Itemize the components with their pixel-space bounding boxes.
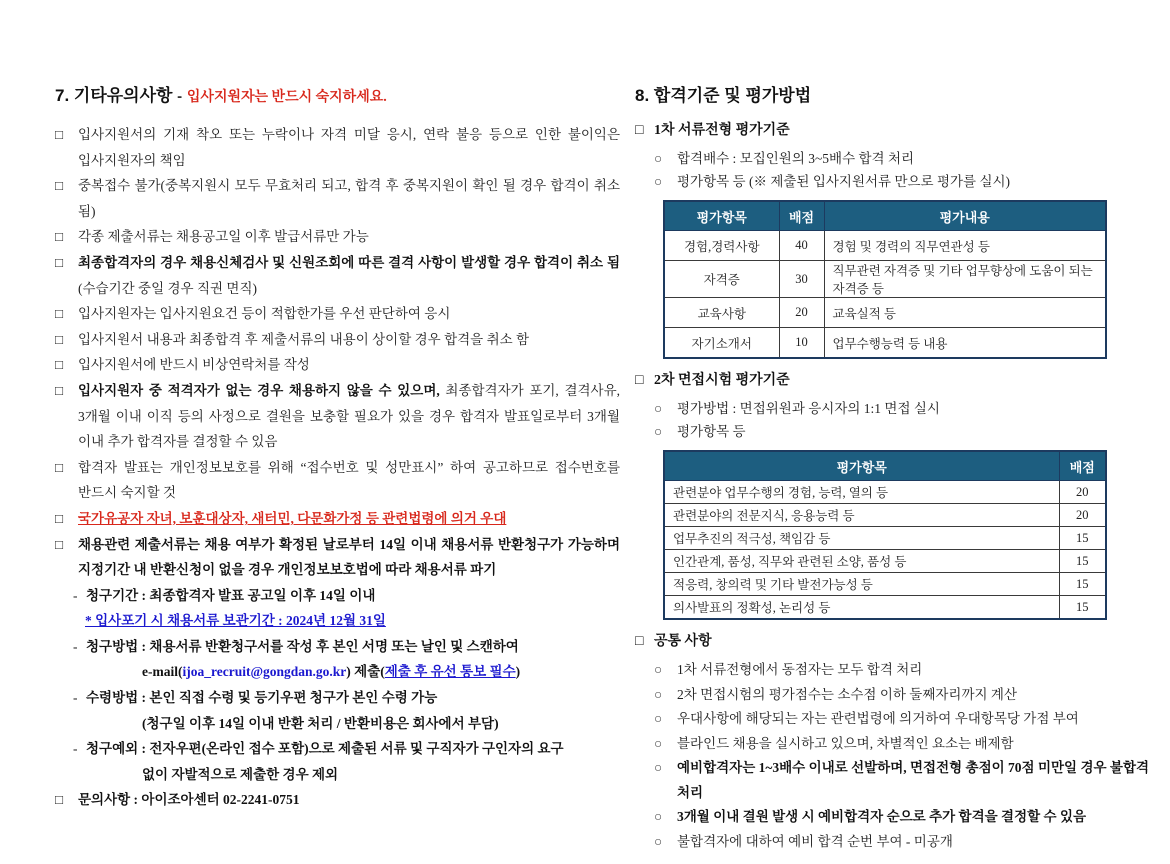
column-header: 배점 [1059, 451, 1106, 481]
text-segment: 합격배수 : 모집인원의 3~5배수 합격 처리 [677, 151, 915, 166]
checkbox-icon: □ [55, 459, 64, 475]
subsection-title: 1차 서류전형 평가기준 [654, 123, 790, 138]
text-segment: 2차 면접시험의 평가점수는 소수점 이하 둘째자리까지 계산 [677, 686, 1017, 702]
bullet-text [677, 170, 1155, 193]
section-7-title [55, 85, 620, 109]
criteria-bullet [635, 147, 1155, 170]
notice-item [55, 173, 620, 224]
table-cell: 자기소개서 [664, 328, 779, 359]
table-row [664, 261, 1106, 298]
section-7-heading: 7. 기타유의사항 [55, 86, 173, 105]
table-cell: 직무관련 자격증 및 기타 업무향상에 도움이 되는 자격증 등 [824, 261, 1106, 298]
table-cell: 인간관계, 품성, 직무와 관련된 소양, 품성 등 [664, 550, 1059, 573]
section-other-notes [55, 85, 620, 813]
bullet-text [677, 683, 1155, 708]
text-segment: 입사지원자는 입사지원요건 등이 적합한가를 우선 판단하여 응시 [78, 306, 451, 322]
notice-item [55, 659, 620, 685]
table-cell: 40 [779, 231, 824, 261]
subsection-title: 2차 면접시험 평가기준 [654, 373, 790, 388]
criteria-bullet [635, 658, 1155, 683]
table-cell: 관련분야의 전문지식, 응용능력 등 [664, 504, 1059, 527]
email-address: ijoa_recruit@gongdan.go.kr [182, 664, 347, 680]
checkbox-icon: □ [635, 634, 644, 649]
criteria-bullet [635, 756, 1155, 805]
criteria-bullet [635, 830, 1155, 855]
checkbox-icon: □ [55, 510, 64, 526]
table-cell: 20 [1059, 481, 1106, 504]
notice-item [55, 224, 620, 250]
section-8-title: 8. 합격기준 및 평가방법 [635, 86, 812, 105]
notice-item [55, 301, 620, 327]
notice-text [78, 173, 620, 224]
criteria-bullet [635, 170, 1155, 193]
notice-text [78, 224, 620, 250]
dash-bullet: - [73, 741, 78, 757]
notice-text [142, 762, 620, 788]
section-7-warning: 입사지원자는 반드시 숙지하세요. [186, 90, 387, 105]
dash-bullet: - [73, 690, 78, 706]
notice-item [55, 634, 620, 660]
notice-text [142, 711, 620, 737]
table-cell: 15 [1059, 596, 1106, 620]
circle-bullet-icon: ○ [654, 833, 663, 849]
bullet-text [677, 732, 1155, 757]
table-header-row [664, 201, 1106, 231]
notice-item [55, 327, 620, 353]
checkbox-icon: □ [55, 254, 64, 270]
table-cell: 20 [1059, 504, 1106, 527]
notice-text [85, 608, 620, 634]
notice-item [55, 506, 620, 532]
text-segment: 평가항목 등 (※ 제출된 입사지원서류 만으로 평가를 실시) [677, 174, 1011, 189]
notice-text [78, 122, 620, 173]
text-segment: 입사지원서 내용과 최종합격 후 제출서류의 내용이 상이할 경우 합격을 취소 함 [78, 331, 530, 347]
text-segment: 예비합격자는 1~3배수 이내로 선발하며, 면접전형 총점이 70점 미만일 경우 불합격 처리 [677, 760, 1150, 800]
text-segment: 우대사항에 해당되는 자는 관련법령에 의거하여 우대항목당 가점 부여 [677, 711, 1079, 726]
checkbox-icon: □ [55, 792, 64, 808]
notice-item [55, 608, 620, 634]
table-row [664, 481, 1106, 504]
notice-item [55, 250, 620, 301]
table-header-row [664, 451, 1106, 481]
table-cell: 자격증 [664, 261, 779, 298]
circle-bullet-icon: ○ [654, 809, 663, 824]
text-segment: (수습기간 중일 경우 직권 면직) [78, 280, 257, 296]
table-cell: 20 [779, 298, 824, 328]
notice-text [78, 455, 620, 506]
table-row [664, 231, 1106, 261]
notice-item [55, 736, 620, 762]
text-segment: 없이 자발적으로 제출한 경우 제외 [142, 766, 339, 782]
checkbox-icon: □ [55, 178, 64, 194]
table-cell: 15 [1059, 550, 1106, 573]
notice-text [86, 685, 620, 711]
bullet-text [677, 658, 1155, 683]
text-segment: 국가유공자 자녀, 보훈대상자, 새터민, 다문화가정 등 관련법령에 의거 우대 [78, 510, 507, 526]
criteria-section [635, 120, 1155, 359]
criteria-bullet [635, 732, 1155, 757]
table-row [664, 596, 1106, 620]
evaluation-table [663, 450, 1107, 620]
checkbox-icon: □ [635, 123, 644, 138]
subsection-heading [635, 120, 1155, 142]
table-cell: 경험 및 경력의 직무연관성 등 [824, 231, 1106, 261]
notice-text [78, 506, 620, 532]
table-cell: 교육사항 [664, 298, 779, 328]
text-segment: 청구방법 : 채용서류 반환청구서를 작성 후 본인 서명 또는 날인 및 스캔하여 [86, 638, 519, 654]
circle-bullet-icon: ○ [654, 711, 663, 726]
table-cell: 15 [1059, 573, 1106, 596]
circle-bullet-icon: ○ [654, 662, 663, 677]
dash-bullet: - [73, 587, 78, 603]
table-row [664, 573, 1106, 596]
checkbox-icon: □ [55, 382, 64, 398]
criteria-bullet [635, 420, 1155, 443]
subsection-heading [635, 370, 1155, 392]
text-segment: 중복접수 불가(중복지원시 모두 무효처리 되고, 합격 후 중복지원이 확인 될 경우 합격이 취소 됨) [78, 178, 620, 219]
circle-bullet-icon: ○ [654, 174, 663, 189]
notice-text [78, 787, 620, 813]
table-cell: 적응력, 창의력 및 기타 발전가능성 등 [664, 573, 1059, 596]
table-row [664, 298, 1106, 328]
criteria-sections [635, 120, 1155, 854]
notice-text [78, 532, 620, 583]
notice-text [78, 352, 620, 378]
bullet-text [677, 397, 1155, 420]
text-segment: 제출 후 유선 통보 필수 [384, 664, 516, 680]
notice-item [55, 378, 620, 455]
table-row [664, 550, 1106, 573]
notice-item [55, 711, 620, 737]
circle-bullet-icon: ○ [654, 401, 663, 416]
dash-bullet: - [73, 638, 78, 654]
text-segment: 블라인드 채용을 실시하고 있으며, 차별적인 요소는 배제함 [677, 735, 1014, 751]
circle-bullet-icon: ○ [654, 151, 663, 166]
title-separator: - [177, 88, 183, 105]
text-segment: 1차 서류전형에서 동점자는 모두 합격 처리 [677, 662, 923, 677]
bullet-text [677, 707, 1155, 732]
column-header: 배점 [779, 201, 824, 231]
text-segment: 평가항목 등 [677, 424, 746, 439]
checkbox-icon: □ [55, 229, 64, 245]
table-cell: 업무추진의 적극성, 책임감 등 [664, 527, 1059, 550]
text-segment: 최종합격자의 경우 채용신체검사 및 신원조회에 따른 결격 사항이 발생할 경우 합격이 취소 됨 [78, 254, 620, 270]
checkbox-icon: □ [55, 536, 64, 552]
table-cell: 교육실적 등 [824, 298, 1106, 328]
text-segment: 문의사항 : 아이조아센터 02-2241-0751 [78, 792, 300, 808]
criteria-section [635, 631, 1155, 854]
checkbox-icon: □ [635, 373, 644, 388]
notice-item [55, 583, 620, 609]
text-segment: * 입사포기 시 채용서류 보관기간 : 2024년 12월 31일 [85, 613, 386, 629]
notice-text [86, 583, 620, 609]
section-pass-criteria [635, 85, 1155, 864]
table-cell: 경험,경력사항 [664, 231, 779, 261]
column-header: 평가항목 [664, 201, 779, 231]
notice-text [78, 250, 620, 301]
checkbox-icon: □ [55, 306, 64, 322]
table-cell: 업무수행능력 등 내용 [824, 328, 1106, 359]
text-segment: 평가방법 : 면접위원과 응시자의 1:1 면접 실시 [677, 401, 940, 416]
notice-text [78, 327, 620, 353]
table-cell: 관련분야 업무수행의 경험, 능력, 열의 등 [664, 481, 1059, 504]
table-cell: 10 [779, 328, 824, 359]
checkbox-icon: □ [55, 357, 64, 373]
notice-text [86, 634, 620, 660]
bullet-text [677, 147, 1155, 170]
notice-item [55, 122, 620, 173]
notes-list [55, 122, 620, 813]
text-segment: 각종 제출서류는 채용공고일 이후 발급서류만 가능 [78, 229, 369, 245]
text-segment: 입사지원서에 반드시 비상연락처를 작성 [78, 357, 310, 373]
circle-bullet-icon: ○ [654, 760, 663, 775]
notice-text [142, 659, 620, 685]
evaluation-table [663, 200, 1107, 359]
column-header: 평가내용 [824, 201, 1106, 231]
text-segment: ) 제출( [346, 664, 385, 680]
bullet-text [677, 805, 1155, 830]
text-segment: 청구예외 : 전자우편(온라인 접수 포함)으로 제출된 서류 및 구직자가 구인자의 요구 [86, 741, 564, 757]
criteria-bullet [635, 683, 1155, 708]
text-segment: (청구일 이후 14일 이내 반환 처리 / 반환비용은 회사에서 부담) [142, 715, 499, 731]
text-segment: e-mail( [142, 664, 183, 680]
criteria-bullet [635, 707, 1155, 732]
text-segment: 3개월 이내 결원 발생 시 예비합격자 순으로 추가 합격을 결정할 수 있음 [677, 809, 1087, 824]
notice-item [55, 455, 620, 506]
text-segment: ) [515, 664, 521, 680]
circle-bullet-icon: ○ [654, 735, 663, 751]
text-segment: 수령방법 : 본인 직접 수령 및 등기우편 청구가 본인 수령 가능 [86, 690, 438, 706]
table-cell: 의사발표의 정확성, 논리성 등 [664, 596, 1059, 620]
text-segment: 채용관련 제출서류는 채용 여부가 확정된 날로부터 14일 이내 채용서류 반환청구가 가능하며 지정기간 내 반환신청이 없을 경우 개인정보보호법에 따라 채용서류 파기 [78, 536, 620, 578]
table-row [664, 328, 1106, 359]
bullet-text [677, 420, 1155, 443]
bullet-text [677, 830, 1155, 855]
checkbox-icon: □ [55, 331, 64, 347]
notice-item [55, 787, 620, 813]
text-segment: 청구기간 : 최종합격자 발표 공고일 이후 14일 이내 [86, 587, 376, 603]
text-segment: 최종합격자가 포기, 결격사유, 3개월 이내 이직 등의 사정으로 결원을 보충할 필요가 있을 경우 합격자 발표일로부터 3개월 이내 추가 합격자를 결정할 수 있음 [78, 382, 620, 450]
criteria-bullet [635, 805, 1155, 830]
circle-bullet-icon: ○ [654, 686, 663, 702]
text-segment: 합격자 발표는 개인정보보호를 위해 “접수번호 및 성만표시” 하여 공고하므로 접수번호를 반드시 숙지할 것 [78, 459, 620, 501]
notice-text [78, 301, 620, 327]
table-cell: 15 [1059, 527, 1106, 550]
criteria-section [635, 370, 1155, 620]
table-cell: 30 [779, 261, 824, 298]
text-segment: 불합격자에 대하여 예비 합격 순번 부여 - 미공개 [677, 833, 953, 849]
notice-item [55, 685, 620, 711]
subsection-heading [635, 631, 1155, 653]
notice-item [55, 352, 620, 378]
table-row [664, 504, 1106, 527]
criteria-bullet [635, 397, 1155, 420]
text-segment: 입사지원자 중 적격자가 없는 경우 채용하지 않을 수 있으며, [78, 382, 446, 398]
notice-text [78, 378, 620, 455]
column-header: 평가항목 [664, 451, 1059, 481]
text-segment: 입사지원서의 기재 착오 또는 누락이나 자격 미달 응시, 연락 불응 등으로 인한 불이익은 입사지원자의 책임 [78, 127, 620, 168]
checkbox-icon: □ [55, 127, 64, 142]
table-row [664, 527, 1106, 550]
subsection-title: 공통 사항 [654, 634, 712, 649]
bullet-text [677, 756, 1155, 805]
notice-item [55, 532, 620, 583]
circle-bullet-icon: ○ [654, 424, 663, 439]
notice-text [86, 736, 620, 762]
notice-item [55, 762, 620, 788]
